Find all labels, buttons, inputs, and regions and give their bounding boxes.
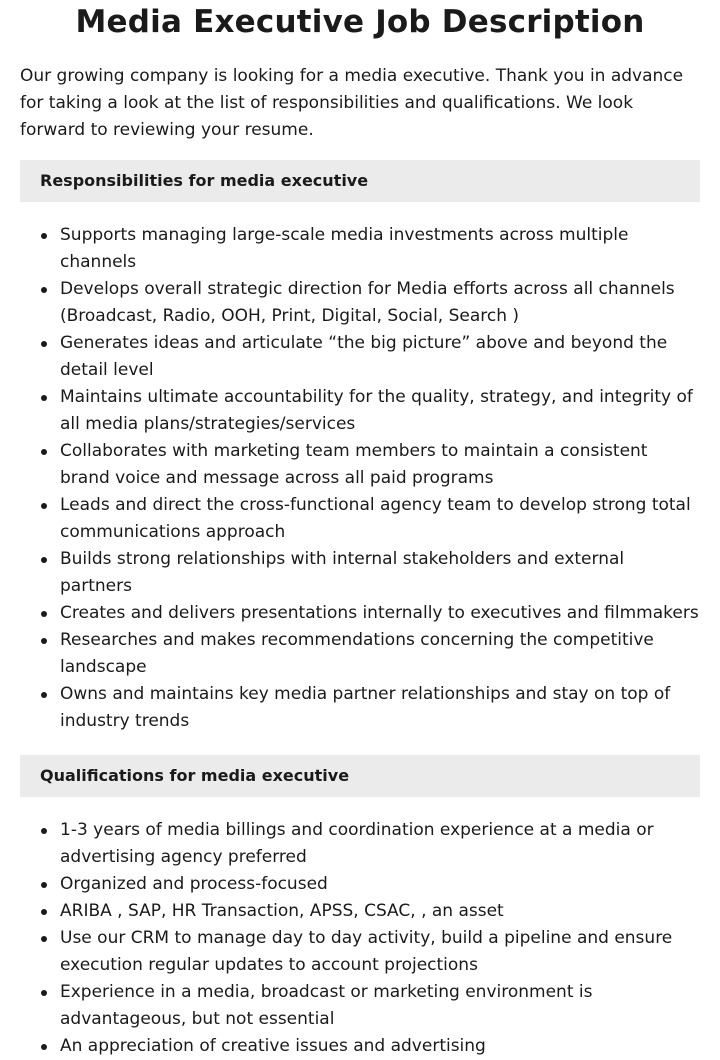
list-item: Experience in a media, broadcast or marketing environment is advantageous, but not essential: [20, 979, 700, 1033]
list-item: Collaborates with marketing team members to maintain a consistent brand voice and message across all paid programs: [20, 438, 700, 492]
page-title: Media Executive Job Description: [75, 4, 645, 40]
list-item: Organized and process-focused: [20, 871, 700, 898]
list-item: Supports managing large-scale media investments across multiple channels: [20, 222, 700, 276]
list-item: An appreciation of creative issues and advertising: [20, 1033, 700, 1060]
intro-paragraph: Our growing company is looking for a media executive. Thank you in advance for taking a look at the list of responsibilities and qualifications. We look forward to reviewing your resume.: [20, 66, 684, 140]
list-item: Builds strong relationships with internal stakeholders and external partners: [20, 546, 700, 600]
list-item: Develops overall strategic direction for Media efforts across all channels (Broadcast, Radio, OOH, Print, Digital, Social, Search ): [20, 276, 700, 330]
qualifications-heading: Qualifications for media executive: [20, 755, 700, 797]
list-item: Creates and delivers presentations internally to executives and filmmakers: [20, 600, 700, 627]
list-item: Owns and maintains key media partner relationships and stay on top of industry trends: [20, 681, 700, 735]
list-item: Leads and direct the cross-functional agency team to develop strong total communications approach: [20, 492, 700, 546]
responsibilities-heading: Responsibilities for media executive: [20, 160, 700, 202]
responsibilities-list: [20, 222, 700, 735]
qualifications-list: [20, 817, 700, 1060]
list-item: Maintains ultimate accountability for the quality, strategy, and integrity of all media plans/strategies/services: [20, 384, 700, 438]
list-item: Researches and makes recommendations concerning the competitive landscape: [20, 627, 700, 681]
list-item: 1-3 years of media billings and coordination experience at a media or advertising agency preferred: [20, 817, 700, 871]
list-item: Generates ideas and articulate “the big picture” above and beyond the detail level: [20, 330, 700, 384]
list-item: Use our CRM to manage day to day activity, build a pipeline and ensure execution regular updates to account projections: [20, 925, 700, 979]
list-item: ARIBA , SAP, HR Transaction, APSS, CSAC, , an asset: [20, 898, 700, 925]
